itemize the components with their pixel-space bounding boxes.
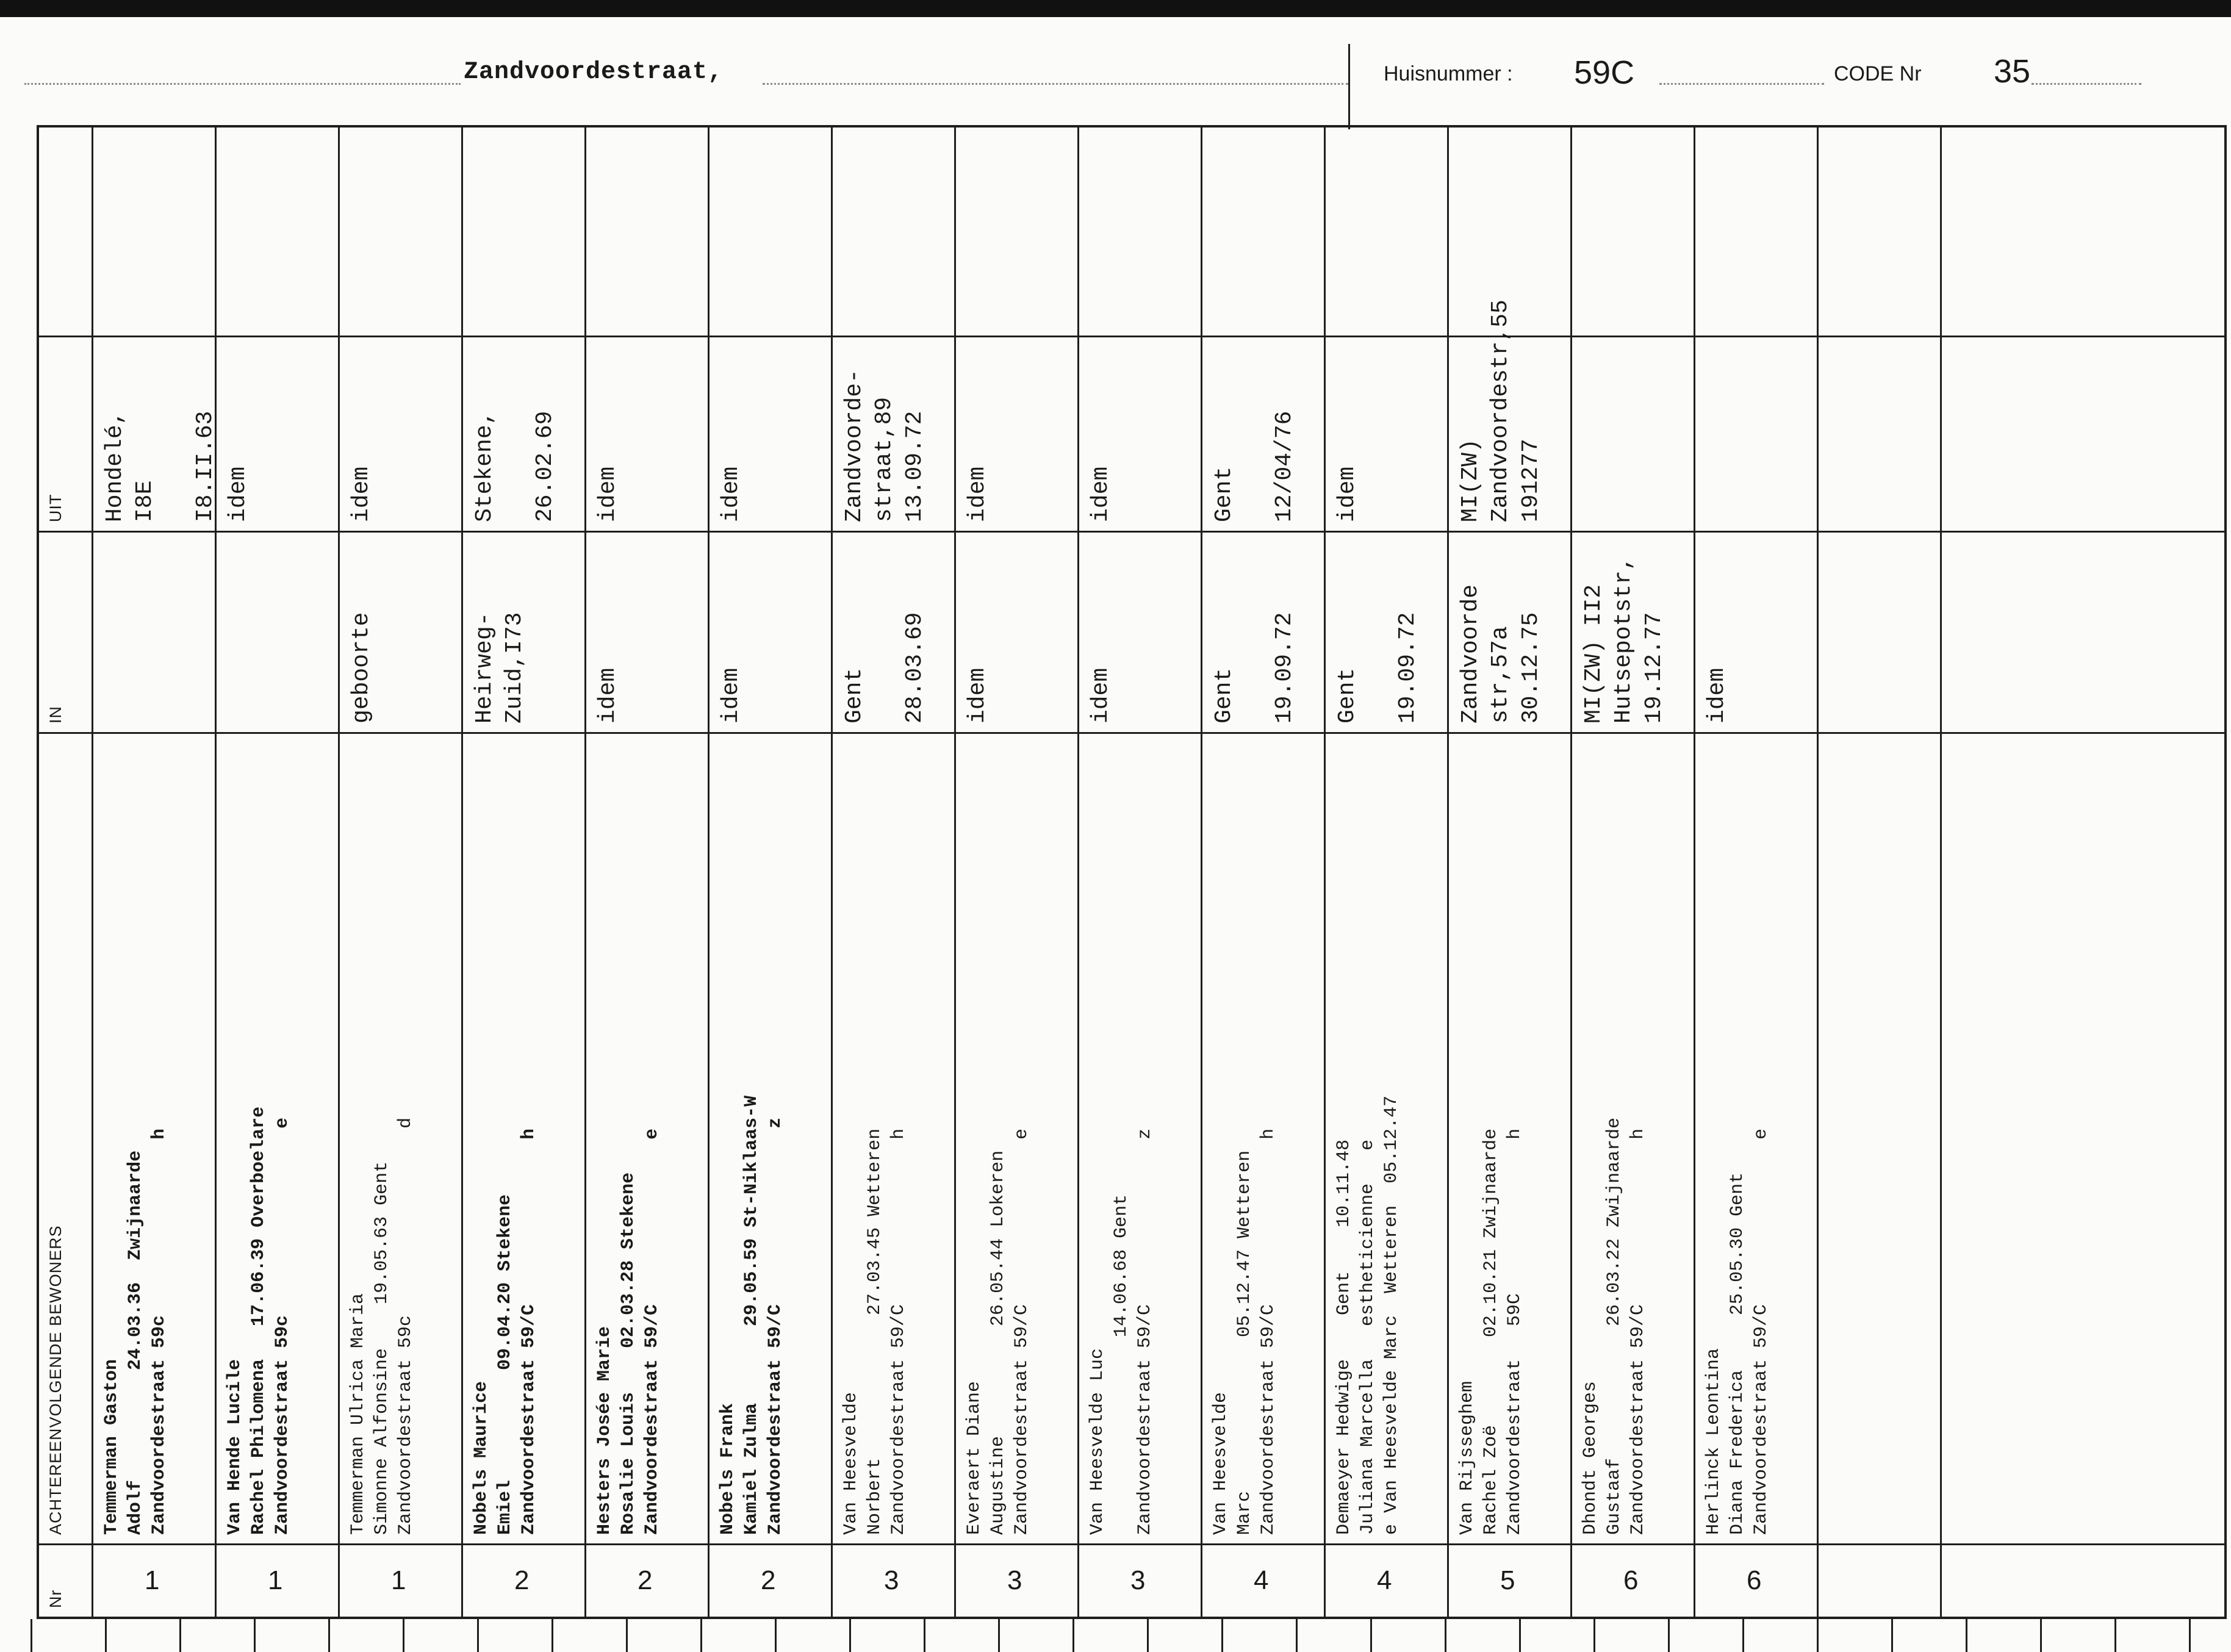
out-entry: idem xyxy=(718,466,744,522)
column-header-nr-cell xyxy=(37,1543,92,1617)
out-entry: Stekene, 26.02.69 xyxy=(472,411,558,522)
resident-entry: Herlinck Leontina Diana Frederica 25.05.30 Gent Zandvoordestraat 59/C e xyxy=(1703,1128,1772,1535)
bottom-tick xyxy=(31,1619,32,1652)
bottom-tick xyxy=(477,1619,479,1652)
out-entry: MI(ZW) Zandvoordestr,55 191277 xyxy=(1457,300,1544,522)
resident-entry: Van Hende Lucile Rachel Philomena 17.06.39 Overboelare Zandvoordestraat 59c e xyxy=(225,1106,293,1535)
out-entry: Hondelé, I8E I8.II.63 xyxy=(102,411,219,522)
resident-entry-cell xyxy=(1201,732,1324,1543)
out-entry: idem xyxy=(1088,466,1114,522)
bottom-tick xyxy=(105,1619,107,1652)
dotted-leader-end xyxy=(2032,83,2141,85)
out-entry-cell xyxy=(1077,336,1201,531)
row-number: 4 xyxy=(1254,1565,1269,1595)
row-number: 2 xyxy=(514,1565,530,1595)
in-entry-cell xyxy=(1077,531,1201,732)
resident-entry: Van Heesvelde Norbert 27.03.45 Wetteren Zandvoordestraat 59/C h xyxy=(841,1128,909,1535)
resident-entry: Hesters Josée Marie Rosalie Louis 02.03.28 Stekene Zandvoordestraat 59/C e xyxy=(594,1128,663,1535)
out-entry: idem xyxy=(225,466,251,522)
row-number: 1 xyxy=(145,1565,160,1595)
in-entry: Zandvoorde str,57a 30.12.75 xyxy=(1457,584,1544,724)
resident-entry: Van Heesvelde Marc 05.12.47 Wetteren Zandvoordestraat 59/C h xyxy=(1210,1128,1279,1535)
out-entry-cell xyxy=(708,336,831,531)
bottom-tick xyxy=(1966,1619,1967,1652)
resident-entry: Temmerman Gaston Adolf 24.03.36 Zwijnaarde Zandvoordestraat 59c h xyxy=(101,1128,170,1535)
header-divider xyxy=(1348,44,1350,129)
bottom-tick xyxy=(1370,1619,1372,1652)
out-entry-cell xyxy=(1447,300,1570,531)
house-number-label: Huisnummer : xyxy=(1384,62,1513,85)
column-header-in-cell xyxy=(37,531,92,732)
resident-entry-cell xyxy=(461,732,584,1543)
in-entry-cell xyxy=(831,531,954,732)
column-header-residents: ACHTEREENVOLGENDE BEWONERS xyxy=(46,1225,65,1535)
top-edge-bar xyxy=(0,0,2231,17)
out-entry: idem xyxy=(595,466,621,522)
column-header-in: IN xyxy=(46,706,65,724)
resident-entry-cell xyxy=(215,732,338,1543)
bottom-tick xyxy=(1891,1619,1893,1652)
column-divider xyxy=(1940,125,1942,1617)
in-entry-cell xyxy=(1201,531,1324,732)
out-entry-cell xyxy=(954,336,1077,531)
resident-entry-cell xyxy=(1077,732,1201,1543)
in-entry: Gent 19.09.72 xyxy=(1211,612,1298,724)
table-top-border xyxy=(37,125,2227,127)
bottom-tick xyxy=(775,1619,777,1652)
resident-entry-cell xyxy=(92,732,215,1543)
out-entry-cell xyxy=(215,336,338,531)
resident-entry: Temmerman Ulrica Maria Simonne Alfonsine 19.05.63 Gent Zandvoordestraat 59c d xyxy=(348,1117,416,1535)
dotted-leader-right xyxy=(763,83,1348,85)
out-entry-cell xyxy=(461,336,584,531)
resident-entry-cell xyxy=(584,732,708,1543)
column-header-out: UIT xyxy=(46,494,65,522)
resident-entry-cell xyxy=(1324,732,1447,1543)
bottom-tick xyxy=(626,1619,628,1652)
row-number: 3 xyxy=(1007,1565,1022,1595)
in-entry-cell xyxy=(1324,531,1447,732)
dotted-leader-left xyxy=(24,83,461,85)
row-number: 5 xyxy=(1500,1565,1515,1595)
in-entry: idem xyxy=(965,667,991,724)
resident-entry: Nobels Maurice Emiel 09.04.20 Stekene Zandvoordestraat 59/C h xyxy=(471,1128,539,1535)
house-number-value: 59C xyxy=(1574,54,1635,91)
out-entry: idem xyxy=(348,466,375,522)
bottom-tick xyxy=(998,1619,1000,1652)
bottom-tick xyxy=(1668,1619,1670,1652)
in-entry: idem xyxy=(1704,667,1730,724)
in-entry: idem xyxy=(718,667,744,724)
resident-entry: Dhondt Georges Gustaaf 26.03.22 Zwijnaarde Zandvoordestraat 59/C h xyxy=(1580,1117,1648,1535)
bottom-tick xyxy=(1072,1619,1074,1652)
in-entry: MI(ZW) II2 Hutsepotstr, 19.12.77 xyxy=(1581,556,1667,724)
row-number: 6 xyxy=(1747,1565,1762,1595)
resident-entry: Everaert Diane Augustine 26.05.44 Lokeren Zandvoordestraat 59/C e xyxy=(964,1128,1032,1535)
bottom-tick xyxy=(1221,1619,1223,1652)
in-entry-cell xyxy=(1694,531,1817,732)
resident-entry-cell xyxy=(954,732,1077,1543)
in-entry-cell xyxy=(461,531,584,732)
bottom-tick xyxy=(700,1619,702,1652)
resident-entry-cell xyxy=(1694,732,1817,1543)
row-number: 3 xyxy=(1130,1565,1146,1595)
out-entry: Zandvoorde- straat,89 13.09.72 xyxy=(841,369,928,522)
code-number-value: 35 xyxy=(1994,53,2031,90)
bottom-tick xyxy=(403,1619,404,1652)
in-entry-cell xyxy=(1447,531,1570,732)
bottom-tick xyxy=(254,1619,256,1652)
bottom-tick xyxy=(1519,1619,1521,1652)
bottom-tick xyxy=(328,1619,330,1652)
resident-entry-cell xyxy=(708,732,831,1543)
bottom-tick xyxy=(179,1619,181,1652)
row-number: 2 xyxy=(761,1565,776,1595)
in-entry: geboorte xyxy=(348,612,375,724)
row-number: 1 xyxy=(268,1565,283,1595)
table-right-border xyxy=(2224,125,2227,1617)
out-entry-cell xyxy=(831,336,954,531)
in-entry: Gent 28.03.69 xyxy=(841,612,928,724)
bottom-tick xyxy=(2189,1619,2191,1652)
out-entry-cell xyxy=(92,336,219,531)
bottom-tick xyxy=(1593,1619,1595,1652)
in-entry-cell xyxy=(584,531,708,732)
table-bottom-border xyxy=(37,1617,2227,1619)
out-entry-cell xyxy=(1324,336,1447,531)
out-entry-cell xyxy=(584,336,708,531)
in-entry-cell xyxy=(1570,531,1694,732)
street-name: Zandvoordestraat, xyxy=(464,59,724,86)
bottom-tick xyxy=(849,1619,851,1652)
out-entry: idem xyxy=(965,466,991,522)
bottom-tick xyxy=(924,1619,925,1652)
column-header-nr: Nr xyxy=(46,1589,65,1608)
code-number-label: CODE Nr xyxy=(1834,62,1922,85)
column-header-out-cell xyxy=(37,336,92,531)
resident-entry: Demaeyer Hedwige Gent 10.11.48 Juliana Marcella estheticienne e e Van Heesvelde Marc Wetteren 05.12.47 xyxy=(1334,1095,1402,1535)
resident-entry-cell xyxy=(831,732,954,1543)
in-entry-cell xyxy=(954,531,1077,732)
in-entry: Gent 19.09.72 xyxy=(1334,612,1421,724)
in-entry: idem xyxy=(595,667,621,724)
bottom-tick xyxy=(551,1619,553,1652)
resident-entry: Van Rijsseghem Rachel Zoë 02.10.21 Zwijnaarde Zandvoordestraat 59C h xyxy=(1457,1128,1525,1535)
bottom-tick xyxy=(1817,1619,1819,1652)
out-entry: Gent 12/04/76 xyxy=(1211,411,1298,522)
column-divider xyxy=(1817,125,1819,1617)
row-number: 1 xyxy=(391,1565,406,1595)
in-entry: idem xyxy=(1088,667,1114,724)
resident-entry: Van Heesvelde Luc 14.06.68 Gent Zandvoordestraat 59/C z xyxy=(1087,1128,1155,1535)
row-number: 3 xyxy=(884,1565,899,1595)
resident-entry-cell xyxy=(338,732,461,1543)
resident-entry: Nobels Frank Kamiel Zulma 29.05.59 St-Niklaas-W Zandvoordestraat 59/C z xyxy=(717,1095,786,1535)
in-entry-cell xyxy=(338,531,461,732)
out-entry: idem xyxy=(1334,466,1360,522)
out-entry-cell xyxy=(338,336,461,531)
resident-entry-cell xyxy=(1447,732,1570,1543)
dotted-leader-code xyxy=(1659,83,1824,85)
row-number: 2 xyxy=(638,1565,653,1595)
row-number: 4 xyxy=(1377,1565,1392,1595)
resident-entry-cell xyxy=(1570,732,1694,1543)
in-entry-cell xyxy=(708,531,831,732)
row-number: 6 xyxy=(1623,1565,1639,1595)
bottom-tick xyxy=(2040,1619,2042,1652)
bottom-tick xyxy=(1296,1619,1298,1652)
bottom-tick xyxy=(1742,1619,1744,1652)
bottom-tick xyxy=(1445,1619,1446,1652)
column-header-residents-cell xyxy=(37,732,92,1543)
in-entry: Heirweg- Zuid,I73 xyxy=(472,612,528,724)
bottom-tick xyxy=(2114,1619,2116,1652)
row-divider-residents-nr xyxy=(37,1543,2227,1545)
bottom-tick xyxy=(1147,1619,1149,1652)
out-entry-cell xyxy=(1201,336,1324,531)
